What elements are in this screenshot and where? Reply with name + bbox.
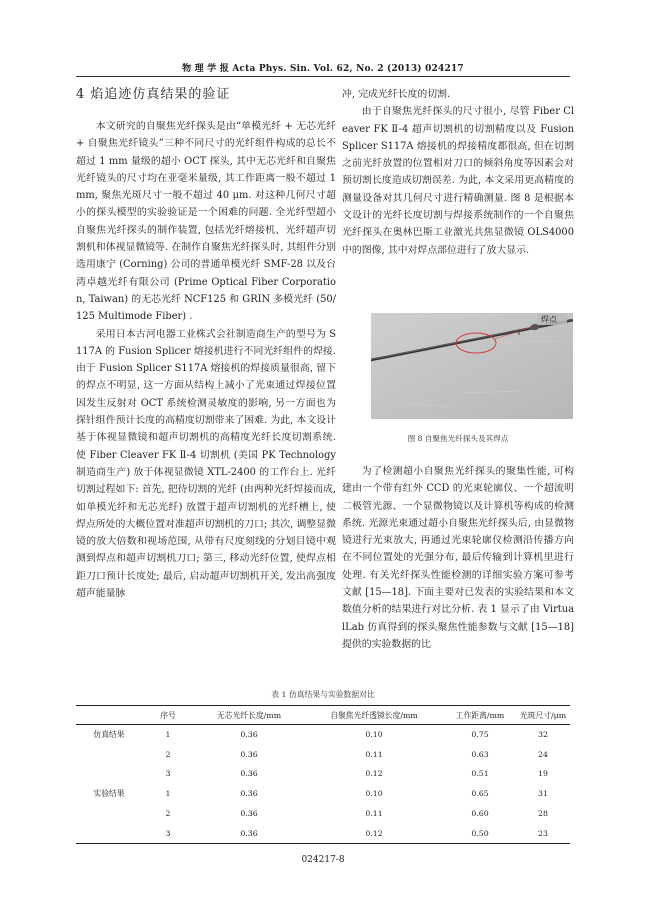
cell-index: 1	[165, 789, 171, 799]
table-header-row	[76, 706, 570, 725]
header-rule	[76, 76, 570, 77]
paragraph-splicing-method: 采用日本古河电器工业株式会社制造商生产的型号为 S117A 的 Fusion Splicer 熔接机进行不同光纤组件的焊接. 由于 Fusion Splicer S117A 熔接机的焊接质量很高, 留下的焊点不明显, 这一方面从结构上减小了光束通过焊接位置因发生反射对 OCT 系统检测灵敏度的影响, 另一方面也为探针组件预计长度的高精度切割带来了困难. 为此, 本文设计基于体视显微镜和超声切割机的高精度光纤长度切割系统. 使 Fiber Cleaver FK Ⅱ-4 切割机 (美国 PK Technology 制造商生产) 放于体视显微镜 XTL-2400 的工作台上. 光纤切割过程如下: 首先, 把待切割的光纤 (由两种光纤焊接而成, 如单模光纤和无芯光纤) 放置于超声切割机的光纤槽上, 使焊点所处的大概位置对准超声切割机的刀口; 其次, 调整显微镜的放大倍数和视场范围, 从带有尺度刻线的分划目镜中观测到焊点和超声切割机刀口; 第三, 移动光纤位置, 使焊点相距刀口预计长度处; 最后, 启动超声切割机开关, 发出高强度超声能量脉	[76, 328, 336, 600]
cell-group	[76, 804, 142, 824]
cell-lens-length: 0.11	[365, 749, 383, 759]
cell-spot-size: 31	[538, 789, 548, 799]
weld-label: 焊点	[541, 315, 557, 324]
cell-index: 2	[165, 749, 171, 759]
micrograph-image	[371, 313, 573, 419]
cell-working-distance: 0.75	[471, 730, 489, 740]
table-row	[76, 744, 570, 764]
cell-coreless-length: 0.36	[240, 809, 258, 819]
header-spot-size: 光斑尺寸/μm	[519, 710, 567, 720]
cell-index: 2	[165, 809, 171, 819]
table-row	[76, 804, 570, 824]
cell-working-distance: 0.50	[471, 828, 489, 838]
cell-coreless-length: 0.36	[240, 828, 258, 838]
cell-lens-length: 0.10	[365, 789, 383, 799]
table-caption: 表 1 仿真结果与实验数据对比	[271, 690, 375, 699]
paragraph-continuation: 冲, 完成光纤长度的切割.	[342, 89, 451, 100]
cell-lens-length: 0.10	[365, 730, 383, 740]
table-row	[76, 784, 570, 804]
right-column	[342, 86, 574, 259]
table-row	[76, 823, 570, 843]
paragraph-detection-system: 为了检测超小自聚焦光纤探头的聚集性能, 可构建由一个带有红外 CCD 的光束轮廓仪、一个超流明二极管光源、一个显微物镜以及计算机等构成的检测系统. 光源光束通过超小自聚焦光纤探头后, 由显微物镜进行光束放大, 再通过光束轮廓仪检测沿传播方向在不同位置处的光强分布, 最后传输到计算机里进行处理. 有关光纤探头性能检测的详细实验方案可参考文献 [15—18]. 下面主要对已发表的实验结果和本文数值分析的结果进行对比分析. 表 1 显示了由 VirtualLab 仿真得到的探头聚焦性能参数与文献 [15—18] 提供的实验数据的比	[342, 466, 574, 650]
cell-working-distance: 0.60	[471, 809, 489, 819]
cell-coreless-length: 0.36	[240, 749, 258, 759]
cell-spot-size: 19	[538, 769, 548, 779]
table-row	[76, 764, 570, 784]
cell-group: 实验结果	[93, 789, 125, 799]
header-lens-length: 自聚焦光纤透镜长度/mm	[330, 710, 418, 720]
cell-index: 3	[165, 828, 171, 838]
right-column-lower	[342, 463, 574, 653]
cell-spot-size: 28	[538, 809, 548, 819]
cell-coreless-length: 0.36	[240, 769, 258, 779]
cell-spot-size: 24	[538, 749, 548, 759]
paragraph-probe-description: 本文研究的自聚焦光纤探头是由“单模光纤 + 无芯光纤 + 自聚焦光纤镜头”三种不同尺寸的光纤组件构成的总长不超过 1 mm 量级的超小 OCT 探头, 其中无芯光纤和自聚焦光纤镜头的尺寸均在亚毫米量级, 其工作距离一般不超过 1 mm, 聚焦光斑尺寸一般不超过 40 μm. 对这种几何尺寸超小的探头模型的实验验证是一个困难的问题. 全光纤型超小自聚焦光纤探头的制作装置, 包括光纤熔接机、光纤超声切割机和体视显微镜等. 在制作自聚焦光纤探头时, 其组件分别选用康宁 (Corning) 公司的普通单模光纤 SMF-28 以及台湾卓越光纤有限公司 (Prime Optical Fiber Corporation, Taiwan) 的无芯光纤 NCF125 和 GRIN 多模光纤 (50/125 Multimode Fiber) .	[76, 121, 336, 323]
cell-group	[76, 764, 142, 784]
cell-group	[76, 823, 142, 843]
cell-lens-length: 0.11	[365, 809, 383, 819]
page-number: 024217-8	[301, 855, 345, 865]
cell-coreless-length: 0.36	[240, 730, 258, 740]
running-header: 物 理 学 报 Acta Phys. Sin. Vol. 62, No. 2 (2013) 024217	[182, 64, 464, 74]
cell-spot-size: 23	[538, 828, 548, 838]
header-coreless-length: 无芯光纤长度/mm	[216, 710, 282, 720]
cell-lens-length: 0.12	[365, 769, 383, 779]
cell-lens-length: 0.12	[365, 828, 383, 838]
figure-caption: 图 8 自聚焦光纤探头及其焊点	[407, 434, 509, 443]
section-title: 4 焰追迹仿真结果的验证	[76, 87, 231, 102]
cell-index: 1	[165, 730, 171, 740]
cell-group: 仿真结果	[93, 730, 125, 740]
table-row	[76, 725, 570, 745]
cell-working-distance: 0.65	[471, 789, 489, 799]
header-index: 序号	[160, 710, 176, 720]
header-group	[76, 706, 142, 725]
left-column	[76, 86, 336, 602]
header-working-distance: 工作距离/mm	[455, 710, 505, 720]
cell-group	[76, 744, 142, 764]
paragraph-measurement: 由于自聚焦光纤探头的尺寸很小, 尽管 Fiber Cleaver FK Ⅱ-4 超声切割机的切割精度以及 Fusion Splicer S117A 熔接机的焊接精度都很高, 但在切割之前光纤放置的位置相对刀口的倾斜角度等因素会对预切割长度造成切割误差. 为此, 本文采用更高精度的测量设备对其几何尺寸进行精确测量. 图 8 是根据本文设计的光纤长度切割与焊接系统制作的一个自聚焦光纤探头在奥林巴斯工业激光共焦显微镜 OLS4000 中的图像, 其中对焊点部位进行了放大显示.	[342, 106, 574, 256]
figure-probe-micrograph	[371, 313, 573, 419]
cell-index: 3	[165, 769, 171, 779]
cell-working-distance: 0.51	[471, 769, 489, 779]
cell-working-distance: 0.63	[471, 749, 489, 759]
cell-coreless-length: 0.36	[240, 789, 258, 799]
cell-spot-size: 32	[538, 730, 548, 740]
comparison-table	[76, 705, 570, 844]
